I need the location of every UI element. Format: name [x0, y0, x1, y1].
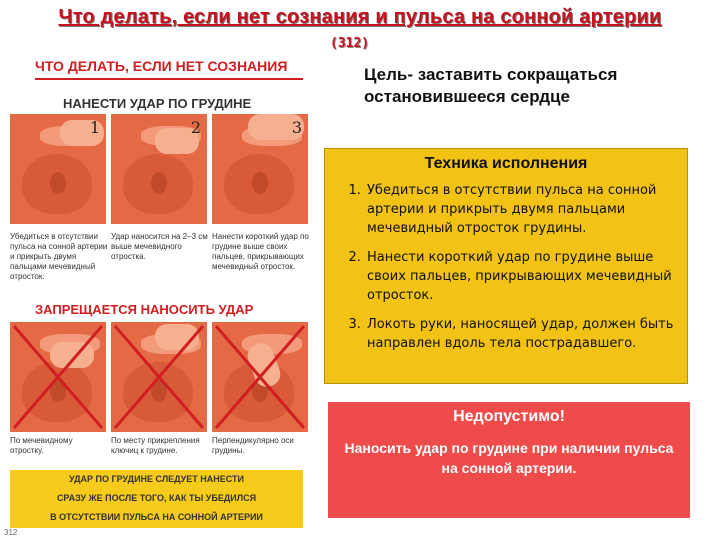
- forbidden-caption-3: Перпендикулярно оси грудины.: [212, 436, 294, 455]
- poster-footer-number: 312: [4, 528, 18, 537]
- page-title: Что делать, если нет сознания и пульса на сонной артерии: [58, 6, 662, 28]
- goal-text: Цель- заставить сокращаться остановившееся сердце: [364, 65, 618, 106]
- cross-icon: [10, 322, 106, 432]
- forbidden-caption-1: По мечевидному отростку.: [10, 436, 73, 455]
- step-number-1: 1: [89, 118, 100, 137]
- cross-icon: [212, 322, 308, 432]
- forbidden-caption-2: По месту прикрепления ключиц к грудине.: [111, 436, 200, 455]
- instruction-poster: [5, 52, 308, 528]
- warning-title: Недопустимо!: [453, 408, 565, 425]
- bottom-note-line-2: СРАЗУ ЖЕ ПОСЛЕ ТОГО, КАК ТЫ УБЕДИЛСЯ: [56, 493, 257, 503]
- forbidden-panel-3: [212, 322, 308, 432]
- forbidden-panel-1: [10, 322, 106, 432]
- step-caption-1: Убедиться в отсутствии пульса на сонной артерии и прикрыть двумя пальцами мечевидный отросток.: [10, 232, 108, 281]
- technique-title: Техника исполнения: [424, 155, 588, 172]
- forbidden-panel-2: [111, 322, 207, 432]
- poster-divider: [35, 78, 303, 80]
- poster-marker: [10, 64, 28, 82]
- page-subtitle: (312): [330, 36, 370, 51]
- warning-body: Наносить удар по грудине при наличии пульса на сонной артерии.: [344, 440, 674, 476]
- poster-heading: ЧТО ДЕЛАТЬ, ЕСЛИ НЕТ СОЗНАНИЯ: [35, 58, 288, 74]
- technique-box: [324, 148, 688, 384]
- step-panel-1: [10, 114, 106, 224]
- technique-item: 2. Нанести короткий удар по грудине выше своих пальцев, прикрывающих мечевидный отросток.: [365, 248, 677, 305]
- bottom-note-line-3: В ОТСУТСТВИИ ПУЛЬСА НА СОННОЙ АРТЕРИИ: [50, 512, 263, 522]
- step-caption-3: Нанести короткий удар по грудине выше своих пальцев, прикрывающих мечевидный отросток.: [212, 232, 309, 271]
- step-caption-2: Удар наносится на 2–3 см выше мечевидного отростка.: [111, 232, 208, 261]
- section-strike-label: НАНЕСТИ УДАР ПО ГРУДИНЕ: [63, 96, 252, 111]
- warning-box: [328, 402, 690, 518]
- technique-item: 3. Локоть руки, наносящей удар, должен быть направлен вдоль тела пострадавшего.: [365, 315, 677, 353]
- technique-list: [325, 181, 687, 353]
- poster-bottom-note: [10, 470, 303, 528]
- step-panel-2: [111, 114, 207, 224]
- step-panel-3: [212, 114, 308, 224]
- section-forbidden-label: ЗАПРЕЩАЕТСЯ НАНОСИТЬ УДАР: [35, 302, 254, 317]
- cross-icon: [111, 322, 207, 432]
- step-number-2: 2: [190, 118, 201, 137]
- step-number-3: 3: [291, 118, 302, 137]
- technique-item: 1. Убедиться в отсутствии пульса на сонной артерии и прикрыть двумя пальцами мечевидный отросток грудины.: [365, 181, 677, 238]
- bottom-note-line-1: УДАР ПО ГРУДИНЕ СЛЕДУЕТ НАНЕСТИ: [69, 474, 244, 484]
